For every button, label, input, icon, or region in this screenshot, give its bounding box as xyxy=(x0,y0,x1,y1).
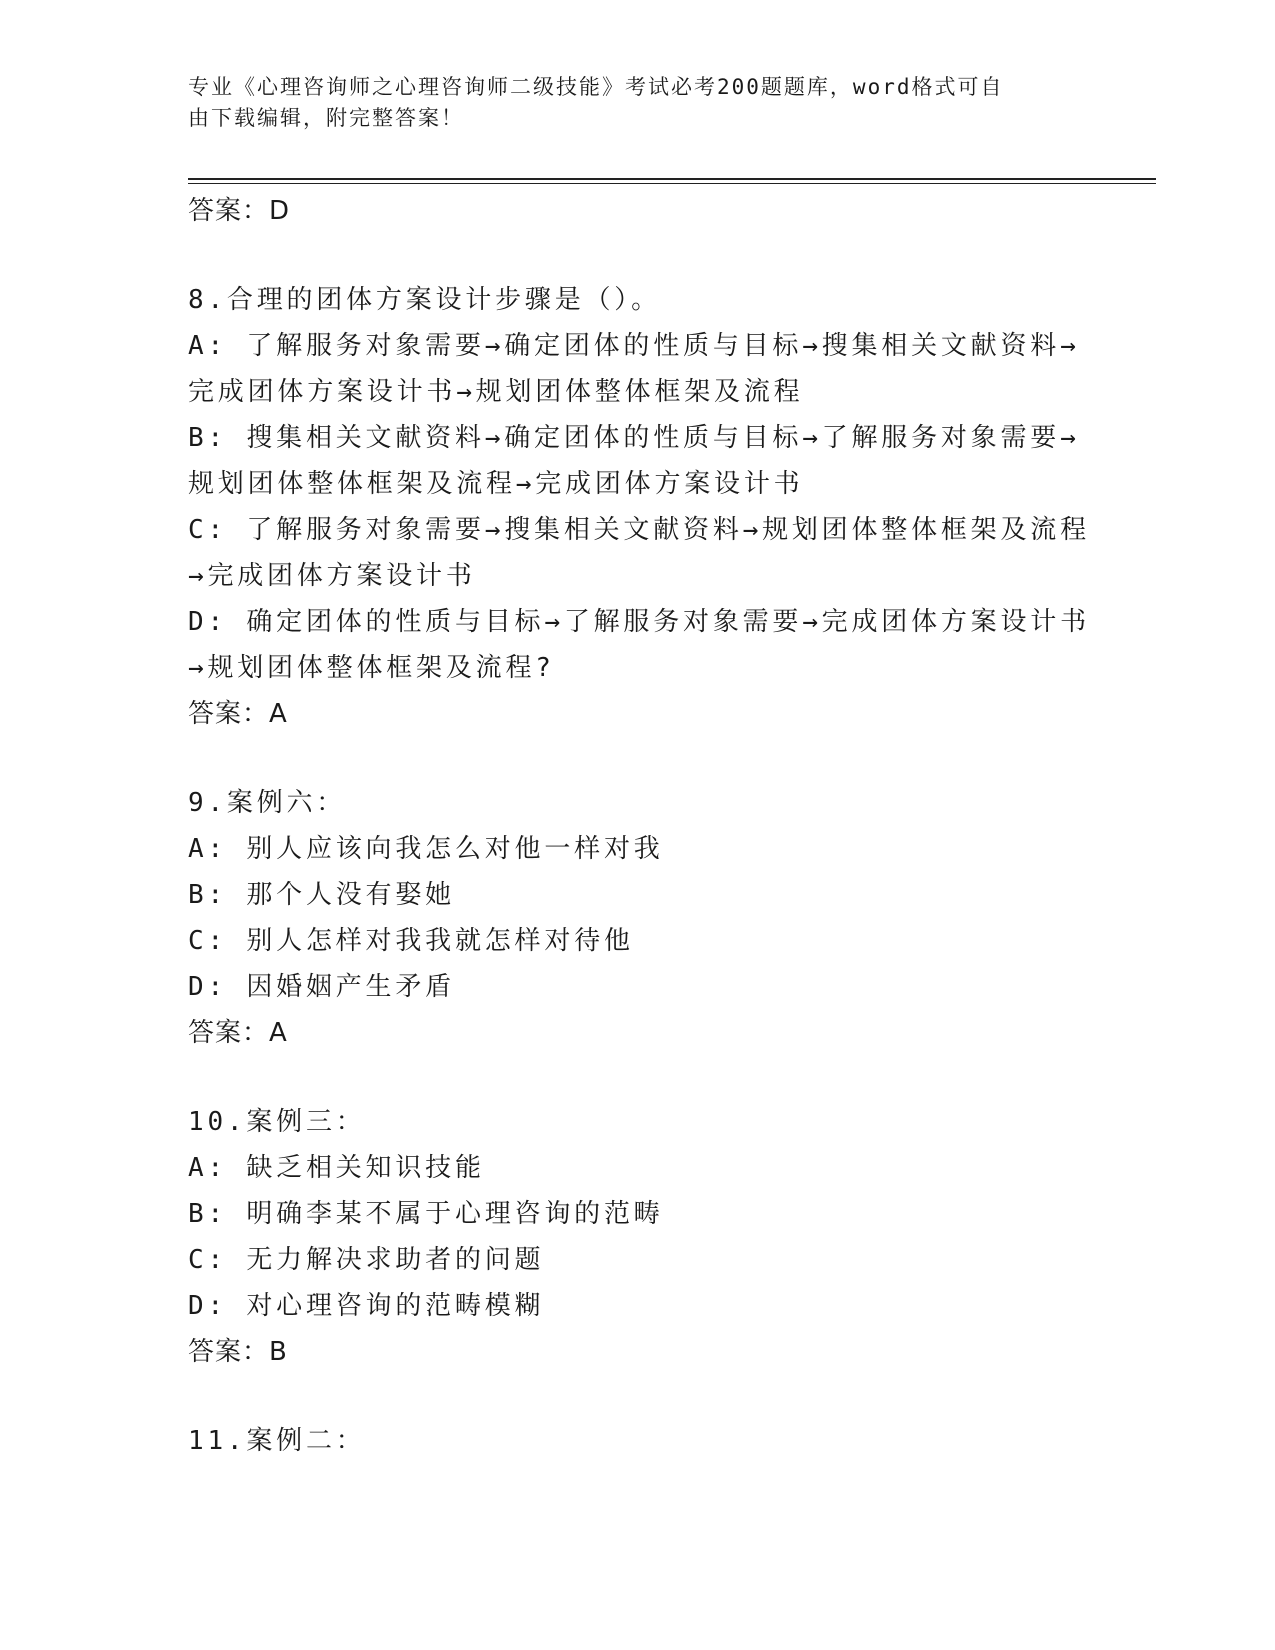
question-9-option-c: C: 别人怎样对我我就怎样对待他 xyxy=(188,926,634,956)
question-9-option-d: D: 因婚姻产生矛盾 xyxy=(188,972,455,1002)
question-10-option-d: D: 对心理咨询的范畴模糊 xyxy=(188,1291,545,1321)
header-rule-thick xyxy=(188,178,1156,180)
answer-q10: 答案：B xyxy=(188,1337,288,1367)
question-8 xyxy=(188,277,1088,737)
question-8-option-a-line-2: 完成团体方案设计书→规划团体整体框架及流程 xyxy=(188,377,804,407)
question-10-option-a: A: 缺乏相关知识技能 xyxy=(188,1153,485,1183)
question-9-option-b: B: 那个人没有娶她 xyxy=(188,880,455,910)
question-11-stem: 11.案例二： xyxy=(188,1426,366,1456)
question-10-option-c: C: 无力解决求助者的问题 xyxy=(188,1245,545,1275)
question-8-option-c-line-2: →完成团体方案设计书 xyxy=(188,561,476,591)
question-8-stem: 8.合理的团体方案设计步骤是（）。 xyxy=(188,285,661,315)
question-8-option-d-line-2: →规划团体整体框架及流程? xyxy=(188,653,555,683)
question-11 xyxy=(188,1418,1088,1464)
page-header xyxy=(188,72,1068,134)
document-body xyxy=(188,188,1088,1464)
question-8-option-b-line-2: 规划团体整体框架及流程→完成团体方案设计书 xyxy=(188,469,804,499)
question-8-option-b-line-1: B: 搜集相关文献资料→确定团体的性质与目标→了解服务对象需要→ xyxy=(188,423,1080,453)
header-rule-thin xyxy=(188,183,1156,184)
question-10-stem: 10.案例三： xyxy=(188,1107,366,1137)
answer-q9: 答案：A xyxy=(188,1018,288,1048)
question-9-stem: 9.案例六： xyxy=(188,788,347,818)
question-10-option-b: B: 明确李某不属于心理咨询的范畴 xyxy=(188,1199,664,1229)
question-8-option-c-line-1: C: 了解服务对象需要→搜集相关文献资料→规划团体整体框架及流程 xyxy=(188,515,1090,545)
question-9 xyxy=(188,780,1088,1056)
header-line-1: 专业《心理咨询师之心理咨询师二级技能》考试必考200题题库，word格式可自 xyxy=(188,75,1004,99)
question-8-option-a-line-1: A: 了解服务对象需要→确定团体的性质与目标→搜集相关文献资料→ xyxy=(188,331,1080,361)
answer-q8: 答案：A xyxy=(188,699,288,729)
question-10 xyxy=(188,1099,1088,1375)
question-9-option-a: A: 别人应该向我怎么对他一样对我 xyxy=(188,834,664,864)
header-line-2: 由下载编辑，附完整答案！ xyxy=(188,106,464,130)
answer-q7: 答案：D xyxy=(188,196,291,226)
question-8-option-d-line-1: D: 确定团体的性质与目标→了解服务对象需要→完成团体方案设计书 xyxy=(188,607,1090,637)
